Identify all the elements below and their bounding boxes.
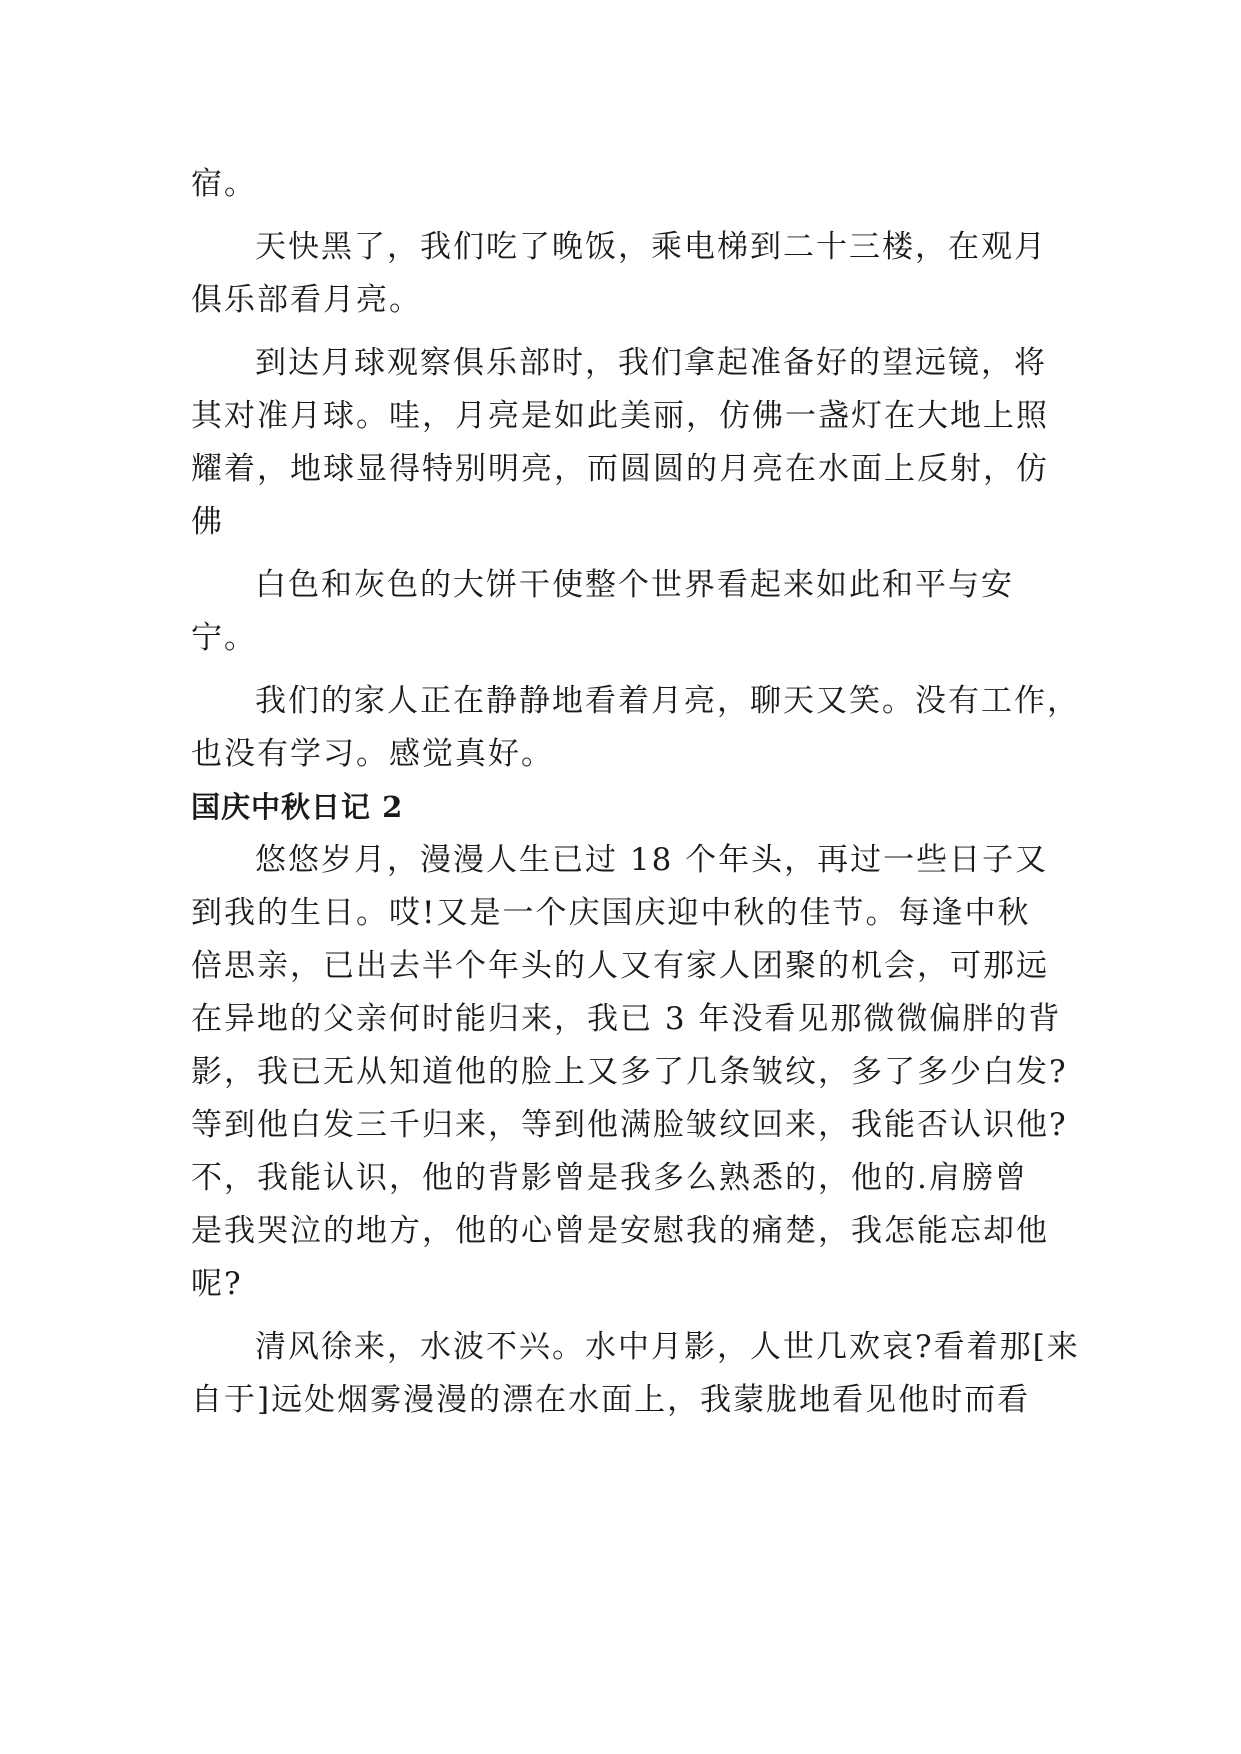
- paragraph: [191, 1321, 1080, 1427]
- section-heading: 国庆中秋日记 2: [191, 790, 404, 824]
- text-line: 到达月球观察俱乐部时，我们拿起准备好的望远镜，将: [255, 345, 1047, 381]
- text-line: 宁。: [191, 620, 257, 656]
- text-line: 在异地的父亲何时能归来，我已 3 年没看见那微微偏胖的背: [191, 1001, 1062, 1037]
- paragraph: [191, 158, 1051, 211]
- text-line: 不，我能认识，他的背影曾是我多么熟悉的，他的.肩膀曾: [191, 1160, 1028, 1196]
- text-line: 其对准月球。哇，月亮是如此美丽，仿佛一盏灯在大地上照: [191, 398, 1049, 434]
- text-line: 呢?: [191, 1266, 243, 1302]
- text-line: 到我的生日。哎!又是一个庆国庆迎中秋的佳节。每逢中秋: [191, 895, 1031, 931]
- text-line: 清风徐来，水波不兴。水中月影，人世几欢哀?看着那[来: [255, 1329, 1080, 1365]
- paragraph: [191, 221, 1051, 327]
- text-line: 白色和灰色的大饼干使整个世界看起来如此和平与安: [255, 567, 1014, 603]
- paragraph: [191, 337, 1051, 549]
- text-line: 也没有学习。感觉真好。: [191, 736, 554, 772]
- text-line: 影，我已无从知道他的脸上又多了几条皱纹，多了多少白发?: [191, 1054, 1068, 1090]
- text-line: 佛: [191, 504, 224, 540]
- document-body: [191, 158, 1080, 1427]
- text-line: 耀着，地球显得特别明亮，而圆圆的月亮在水面上反射，仿: [191, 451, 1049, 487]
- text-line: 我们的家人正在静静地看着月亮，聊天又笑。没有工作，: [255, 683, 1080, 719]
- text-line: 天快黑了，我们吃了晚饭，乘电梯到二十三楼，在观月: [255, 229, 1047, 265]
- paragraph: [191, 559, 1051, 665]
- text-line: 自于]远处烟雾漫漫的漂在水面上，我蒙胧地看见他时而看: [191, 1382, 1031, 1418]
- text-line: 是我哭泣的地方，他的心曾是安慰我的痛楚，我怎能忘却他: [191, 1213, 1049, 1249]
- text-line: 宿。: [191, 166, 257, 202]
- text-line: 悠悠岁月，漫漫人生已过 18 个年头，再过一些日子又: [255, 842, 1049, 878]
- text-line: 倍思亲，已出去半个年头的人又有家人团聚的机会，可那远: [191, 948, 1049, 984]
- text-line: 俱乐部看月亮。: [191, 282, 422, 318]
- text-line: 等到他白发三千归来，等到他满脸皱纹回来，我能否认识他?: [191, 1107, 1068, 1143]
- paragraph: [191, 675, 1080, 781]
- paragraph: [191, 834, 1068, 1311]
